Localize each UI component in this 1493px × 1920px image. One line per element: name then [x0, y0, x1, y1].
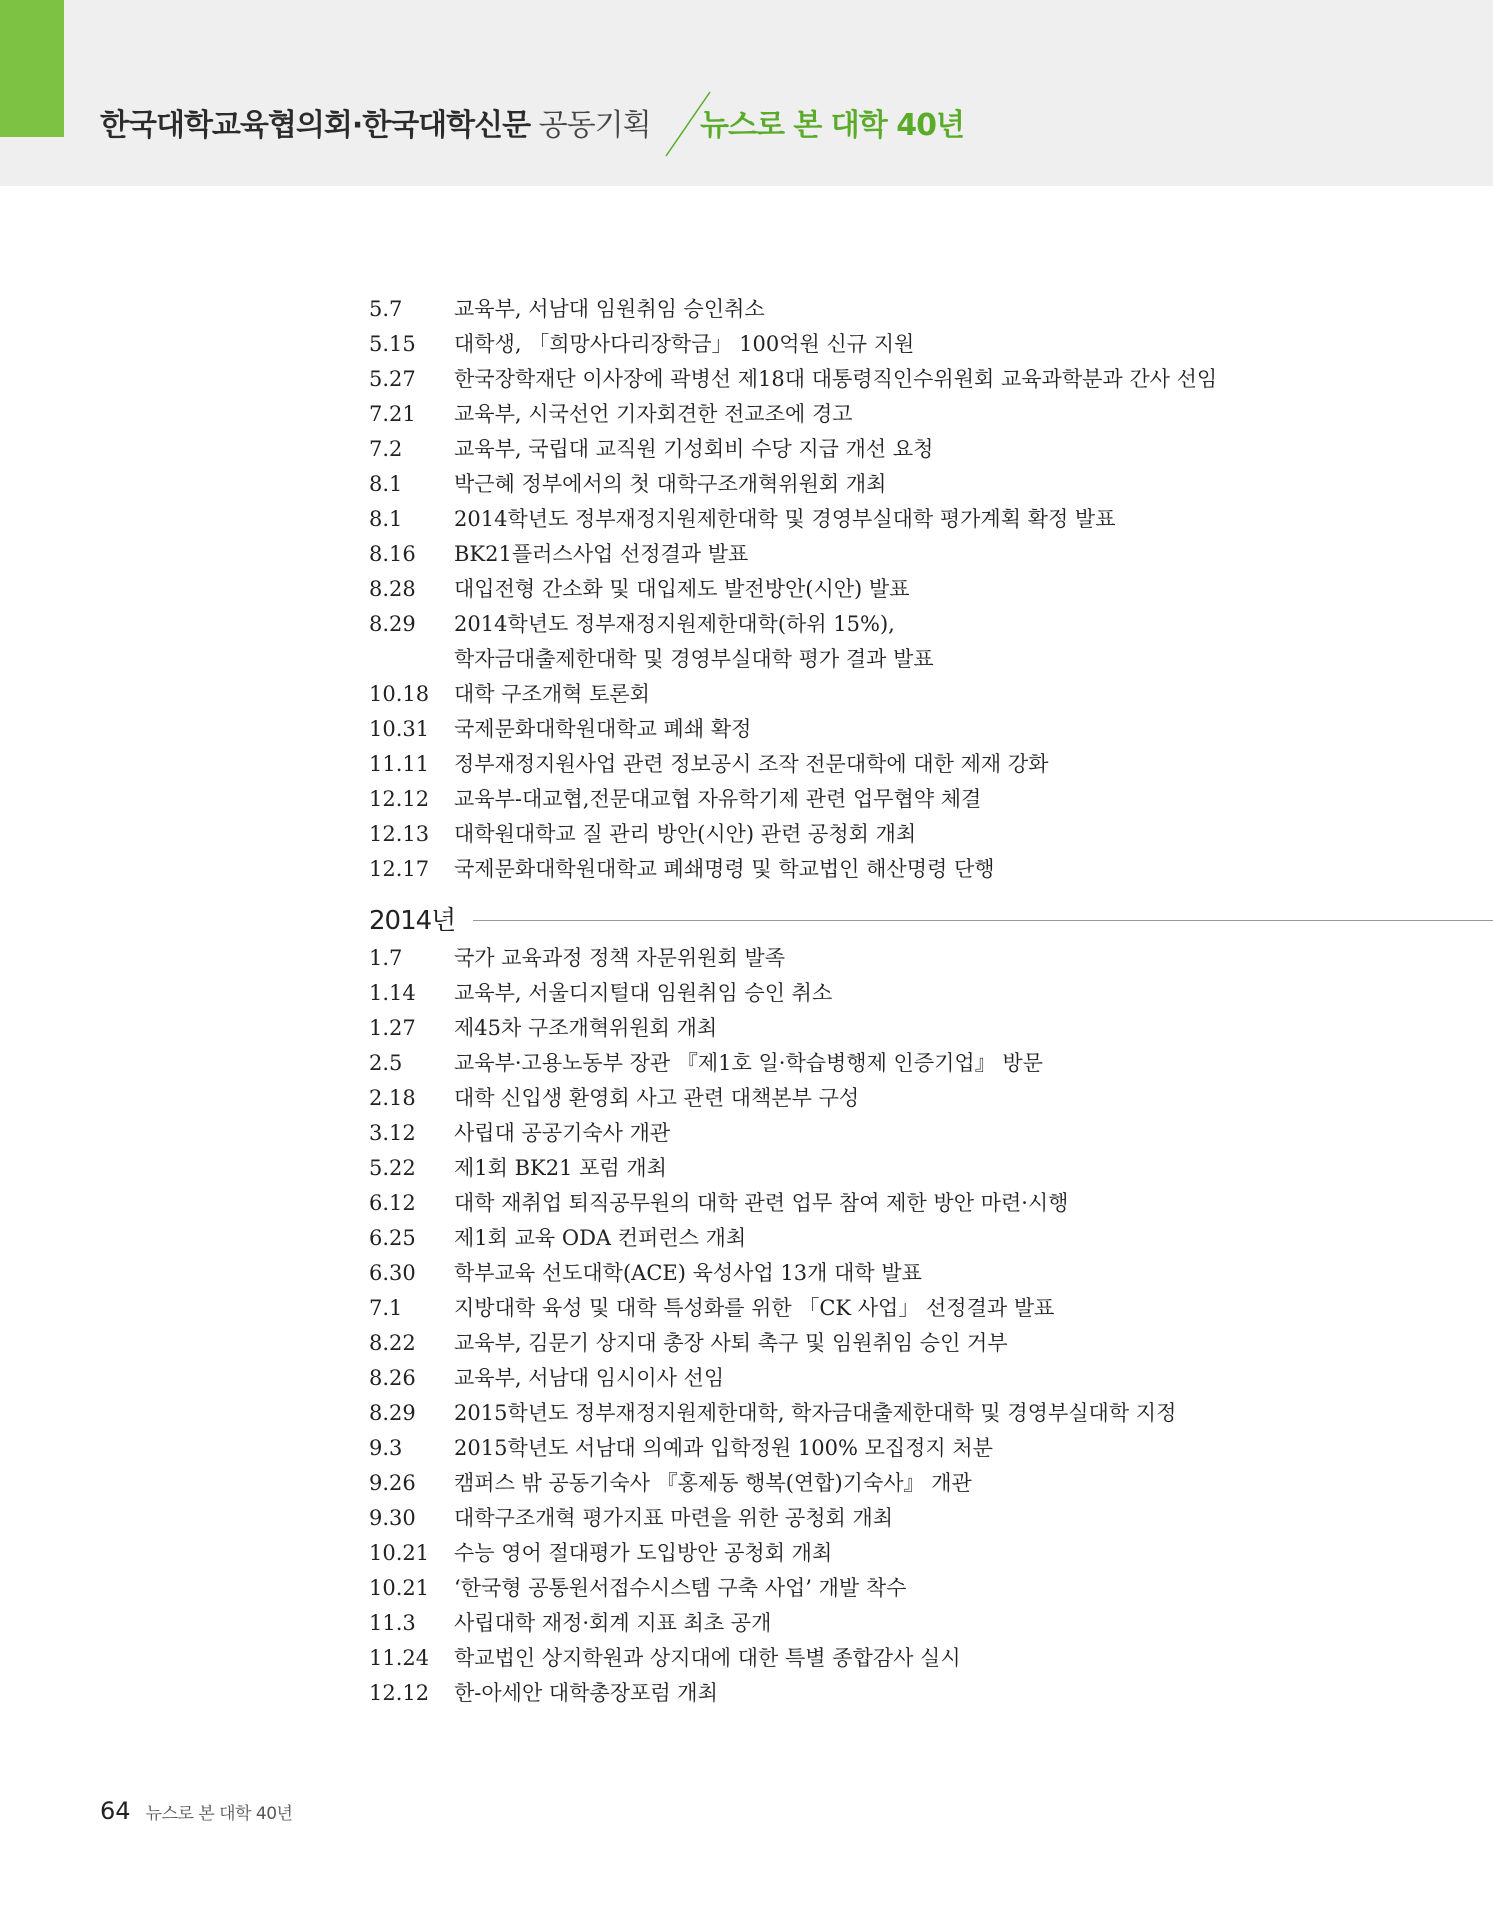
- entry-text: 교육부, 서남대 임시이사 선임: [454, 1366, 725, 1390]
- entry-date: 1.14: [369, 981, 416, 1005]
- entry-text: 교육부, 서울디지털대 임원취임 승인 취소: [454, 981, 833, 1005]
- entry-date: 8.16: [369, 542, 416, 566]
- chronology-prev-year-list: [369, 292, 1493, 887]
- entry-date: 11.11: [369, 752, 430, 776]
- entry-text: 한국장학재단 이사장에 곽병선 제18대 대통령직인수위원회 교육과학분과 간사 선임: [454, 367, 1218, 391]
- entry-date: 8.1: [369, 507, 403, 531]
- chronology-entry: [369, 572, 1493, 607]
- entry-text: 교육부, 국립대 교직원 기성회비 수당 지급 개선 요청: [454, 437, 934, 461]
- chronology-entry: [369, 712, 1493, 747]
- chronology: [369, 292, 1493, 1711]
- chronology-entry: [369, 502, 1493, 537]
- chronology-entry: [369, 1291, 1493, 1326]
- entry-text: 한-아세안 대학총장포럼 개최: [454, 1681, 718, 1705]
- entry-date: 11.24: [369, 1646, 430, 1670]
- entry-date: 7.1: [369, 1296, 403, 1320]
- entry-date: 5.22: [369, 1156, 416, 1180]
- chronology-entry: [369, 1571, 1493, 1606]
- entry-text: ‘한국형 공통원서접수시스템 구축 사업’ 개발 착수: [454, 1576, 907, 1600]
- header-series-title: 뉴스로 본 대학 40년: [700, 108, 964, 143]
- entry-date: 8.26: [369, 1366, 416, 1390]
- entry-text: 대학구조개혁 평가지표 마련을 위한 공청회 개최: [454, 1506, 894, 1530]
- entry-date: 12.12: [369, 787, 430, 811]
- chronology-entry: [369, 1256, 1493, 1291]
- entry-text: 국제문화대학원대학교 폐쇄명령 및 학교법인 해산명령 단행: [454, 857, 995, 881]
- entry-text: 교육부, 김문기 상지대 총장 사퇴 촉구 및 임원취임 승인 거부: [454, 1331, 1008, 1355]
- chronology-entry: [369, 362, 1493, 397]
- chronology-entry: [369, 782, 1493, 817]
- entry-text: 제1회 BK21 포럼 개최: [454, 1156, 667, 1180]
- entry-date: 5.15: [369, 332, 416, 356]
- chronology-entry: [369, 1396, 1493, 1431]
- entry-text: 교육부, 시국선언 기자회견한 전교조에 경고: [454, 402, 853, 426]
- entry-text: 교육부, 서남대 임원취임 승인취소: [454, 297, 765, 321]
- entry-text: 대학 재취업 퇴직공무원의 대학 관련 업무 참여 제한 방안 마련·시행: [454, 1191, 1069, 1215]
- chronology-entry: [369, 1011, 1493, 1046]
- entry-date: 6.12: [369, 1191, 416, 1215]
- chronology-entry: [369, 1501, 1493, 1536]
- chronology-entry: [369, 677, 1493, 712]
- entry-date: 3.12: [369, 1121, 416, 1145]
- chronology-entry: [369, 432, 1493, 467]
- entry-date: 12.13: [369, 822, 430, 846]
- header-org-names: 한국대학교육협의회·한국대학신문: [100, 108, 531, 143]
- chronology-entry: [369, 1606, 1493, 1641]
- entry-text: 제1회 교육 ODA 컨퍼런스 개최: [454, 1226, 747, 1250]
- entry-text: 대학 신입생 환영회 사고 관련 대책본부 구성: [454, 1086, 860, 1110]
- entry-date: 8.28: [369, 577, 416, 601]
- entry-text: BK21플러스사업 선정결과 발표: [454, 542, 749, 566]
- entry-date: 2.5: [369, 1051, 403, 1075]
- entry-text: 교육부-대교협,전문대교협 자유학기제 관련 업무협약 체결: [454, 787, 982, 811]
- chronology-entry: [369, 1361, 1493, 1396]
- entry-date: 9.26: [369, 1471, 416, 1495]
- chronology-entry: [369, 976, 1493, 1011]
- chronology-entry: [369, 1641, 1493, 1676]
- chronology-entry: [369, 1431, 1493, 1466]
- chronology-entry: [369, 1186, 1493, 1221]
- chronology-entry: [369, 642, 1493, 677]
- entry-date: 9.3: [369, 1436, 403, 1460]
- entry-text: 교육부·고용노동부 장관 『제1호 일·학습병행제 인증기업』 방문: [454, 1051, 1043, 1075]
- entry-text: 대학생, 「희망사다리장학금」 100억원 신규 지원: [454, 332, 915, 356]
- entry-text: 박근혜 정부에서의 첫 대학구조개혁위원회 개최: [454, 472, 887, 496]
- entry-text: 정부재정지원사업 관련 정보공시 조작 전문대학에 대한 제재 강화: [454, 752, 1049, 776]
- entry-text: 국가 교육과정 정책 자문위원회 발족: [454, 946, 785, 970]
- chronology-entry: [369, 1326, 1493, 1361]
- chronology-entry: [369, 292, 1493, 327]
- chronology-entry: [369, 1676, 1493, 1711]
- chronology-entry: [369, 1536, 1493, 1571]
- chronology-entry: [369, 852, 1493, 887]
- entry-date: 10.21: [369, 1576, 430, 1600]
- entry-text: 학부교육 선도대학(ACE) 육성사업 13개 대학 발표: [454, 1261, 922, 1285]
- entry-date: 1.27: [369, 1016, 416, 1040]
- entry-text: 대입전형 간소화 및 대입제도 발전방안(시안) 발표: [454, 577, 910, 601]
- chronology-entry: [369, 817, 1493, 852]
- entry-date: 8.22: [369, 1331, 416, 1355]
- entry-date: 11.3: [369, 1611, 416, 1635]
- chronology-entry: [369, 1221, 1493, 1256]
- year-divider-line: [473, 920, 1493, 921]
- year-heading-2014: [369, 895, 1493, 941]
- page-header: [0, 0, 1493, 186]
- entry-text: 학자금대출제한대학 및 경영부실대학 평가 결과 발표: [454, 647, 934, 671]
- entry-text: 사립대학 재정·회계 지표 최초 공개: [454, 1611, 772, 1635]
- entry-date: 7.21: [369, 402, 416, 426]
- chronology-entry: [369, 1116, 1493, 1151]
- entry-text: 수능 영어 절대평가 도입방안 공청회 개최: [454, 1541, 833, 1565]
- chronology-entry: [369, 1046, 1493, 1081]
- entry-text: 2014학년도 정부재정지원제한대학 및 경영부실대학 평가계획 확정 발표: [454, 507, 1116, 531]
- entry-date: 6.30: [369, 1261, 416, 1285]
- entry-date: 5.27: [369, 367, 416, 391]
- chronology-entry: [369, 397, 1493, 432]
- entry-text: 캠퍼스 밖 공동기숙사 『홍제동 행복(연합)기숙사』 개관: [454, 1471, 972, 1495]
- chronology-entry: [369, 327, 1493, 362]
- entry-text: 대학원대학교 질 관리 방안(시안) 관련 공청회 개최: [454, 822, 917, 846]
- header-organizations: [100, 100, 651, 144]
- entry-date: 9.30: [369, 1506, 416, 1530]
- page-footer: [100, 1797, 292, 1825]
- entry-date: 10.18: [369, 682, 430, 706]
- entry-text: 2014학년도 정부재정지원제한대학(하위 15%),: [454, 612, 895, 636]
- entry-text: 국제문화대학원대학교 폐쇄 확정: [454, 717, 752, 741]
- entry-date: 5.7: [369, 297, 403, 321]
- entry-text: 2015학년도 서남대 의예과 입학정원 100% 모집정지 처분: [454, 1436, 993, 1460]
- chronology-entry: [369, 467, 1493, 502]
- footer-title: 뉴스로 본 대학 40년: [145, 1804, 293, 1824]
- entry-text: 학교법인 상지학원과 상지대에 대한 특별 종합감사 실시: [454, 1646, 961, 1670]
- entry-date: 10.31: [369, 717, 430, 741]
- chronology-entry: [369, 1466, 1493, 1501]
- header-org-suffix: 공동기획: [538, 108, 651, 143]
- entry-date: 8.29: [369, 1401, 416, 1425]
- entry-date: 8.1: [369, 472, 403, 496]
- chronology-2014-list: [369, 941, 1493, 1711]
- entry-text: 대학 구조개혁 토론회: [454, 682, 650, 706]
- entry-date: 12.12: [369, 1681, 430, 1705]
- entry-text: 지방대학 육성 및 대학 특성화를 위한 「CK 사업」 선정결과 발표: [454, 1296, 1055, 1320]
- header-accent-bar: [0, 0, 64, 137]
- entry-date: 12.17: [369, 857, 430, 881]
- chronology-entry: [369, 537, 1493, 572]
- chronology-entry: [369, 941, 1493, 976]
- entry-date: 7.2: [369, 437, 403, 461]
- entry-date: 8.29: [369, 612, 416, 636]
- entry-text: 제45차 구조개혁위원회 개최: [454, 1016, 718, 1040]
- chronology-entry: [369, 1081, 1493, 1116]
- entry-date: 10.21: [369, 1541, 430, 1565]
- year-label: 2014년: [369, 905, 456, 936]
- chronology-entry: [369, 747, 1493, 782]
- entry-date: 1.7: [369, 946, 403, 970]
- chronology-entry: [369, 1151, 1493, 1186]
- entry-text: 사립대 공공기숙사 개관: [454, 1121, 671, 1145]
- chronology-entry: [369, 607, 1493, 642]
- entry-date: 2.18: [369, 1086, 416, 1110]
- page-number: 64: [100, 1797, 131, 1825]
- entry-text: 2015학년도 정부재정지원제한대학, 학자금대출제한대학 및 경영부실대학 지정: [454, 1401, 1177, 1425]
- entry-date: 6.25: [369, 1226, 416, 1250]
